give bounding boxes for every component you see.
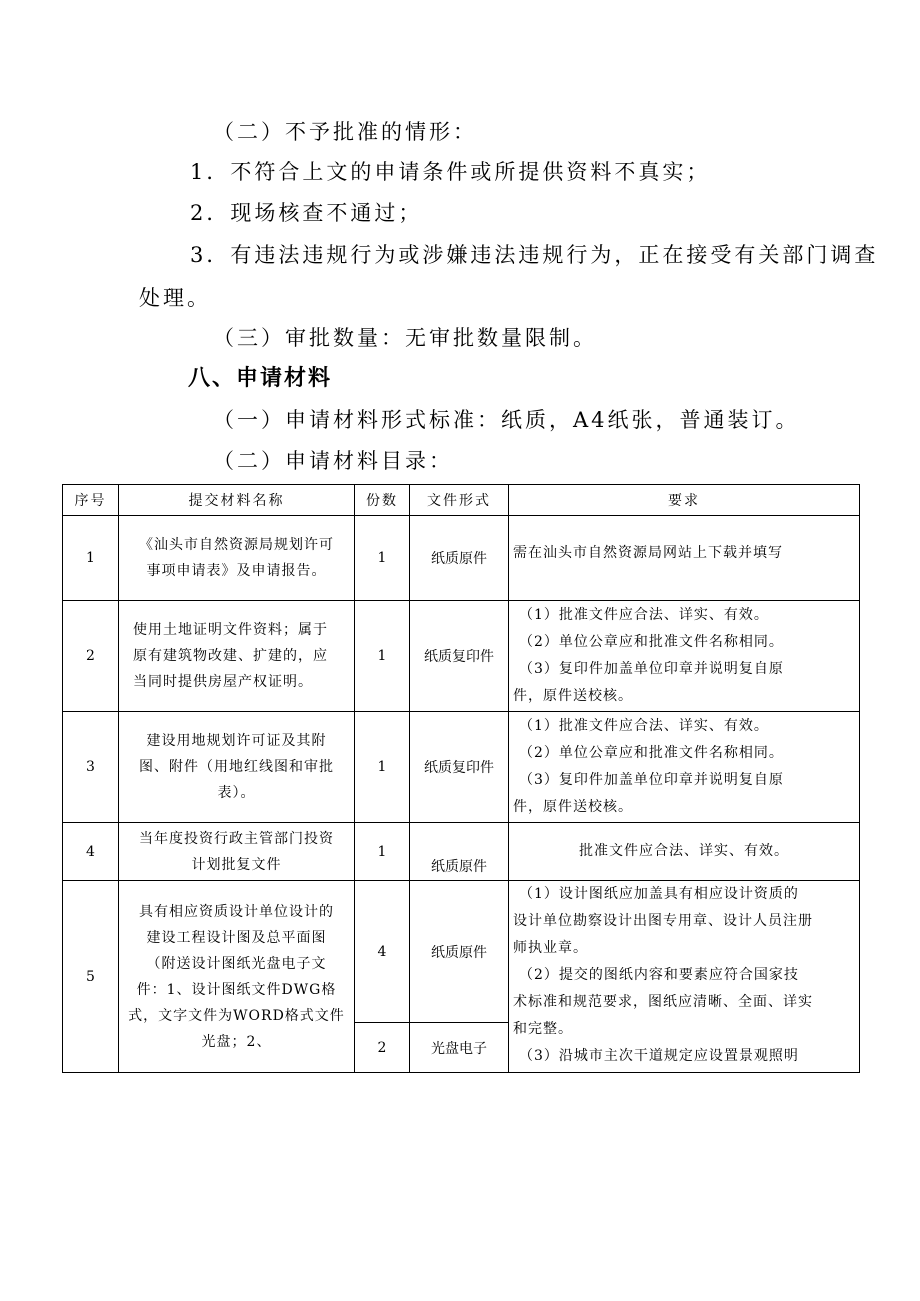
row-requirements: （1）批准文件应合法、详实、有效。 （2）单位公章应和批准文件名称相同。 （3）复印件加盖单位印章并说明复自原 件，原件送校核。 (509, 601, 860, 712)
table-row (63, 516, 860, 601)
paragraph-condition-3-cont: 处理。 (139, 286, 211, 310)
row-file-form-disc: 光盘电子 (410, 1023, 509, 1073)
row-copies: 4 (355, 881, 410, 1023)
header-file-form: 文件形式 (410, 485, 509, 516)
paragraph-not-approved-title: （二）不予批准的情形： (213, 120, 477, 144)
row-copies-disc: 2 (355, 1023, 410, 1073)
row-copies: 1 (355, 601, 410, 712)
table-row (63, 712, 860, 823)
row-requirements: （1）设计图纸应加盖具有相应设计资质的 设计单位勘察设计出图专用章、设计人员注册 师执业章。 （2）提交的图纸内容和要素应符合国家技 术标准和规范要求，图纸应清晰、全面、详实 和完整。 （3）沿城市主次干道规定应设置景观照明 (509, 881, 860, 1073)
row-copies: 1 (355, 516, 410, 601)
paragraph-condition-1: 1．不符合上文的申请条件或所提供资料不真实； (190, 160, 711, 184)
paragraph-condition-3: 3．有违法违规行为或涉嫌违法违规行为，正在接受有关部门调查 (190, 243, 879, 267)
section-heading-application-materials: 八、申请材料 (188, 366, 333, 391)
paragraph-approval-quantity: （三）审批数量：无审批数量限制。 (213, 326, 597, 350)
paragraph-material-format: （一）申请材料形式标准：纸质，A4纸张，普通装订。 (213, 408, 800, 432)
row-file-form: 纸质复印件 (410, 601, 509, 712)
header-material-name: 提交材料名称 (119, 485, 355, 516)
materials-table (62, 484, 860, 1073)
table-header-row (63, 485, 860, 516)
paragraph-condition-2: 2．现场核查不通过； (190, 201, 423, 225)
header-no: 序号 (63, 485, 119, 516)
row-requirements: （1）批准文件应合法、详实、有效。 （2）单位公章应和批准文件名称相同。 （3）复印件加盖单位印章并说明复自原 件，原件送校核。 (509, 712, 860, 823)
header-requirements: 要求 (509, 485, 860, 516)
row-material-name: 具有相应资质设计单位设计的 建设工程设计图及总平面图 （附送设计图纸光盘电子文 件：1、设计图纸文件DWG格 式，文字文件为WORD格式文件 光盘；2、 (119, 881, 355, 1073)
table-row (63, 881, 860, 1023)
row-material-name: 当年度投资行政主管部门投资 计划批复文件 (119, 823, 355, 881)
row-copies: 1 (355, 712, 410, 823)
row-file-form: 纸质原件 (410, 881, 509, 1023)
header-copies: 份数 (355, 485, 410, 516)
row-no: 3 (63, 712, 119, 823)
row-no: 5 (63, 881, 119, 1073)
row-file-form: 纸质原件 (410, 516, 509, 601)
row-no: 2 (63, 601, 119, 712)
row-copies: 1 (355, 823, 410, 881)
row-requirements: 需在汕头市自然资源局网站上下载并填写 (509, 516, 860, 601)
row-requirements: 批准文件应合法、详实、有效。 (509, 823, 860, 881)
row-no: 4 (63, 823, 119, 881)
table-row (63, 823, 860, 881)
row-file-form: 纸质原件 (410, 823, 509, 881)
row-material-name: 使用土地证明文件资料；属于 原有建筑物改建、扩建的，应 当同时提供房屋产权证明。 (119, 601, 355, 712)
row-file-form: 纸质复印件 (410, 712, 509, 823)
row-material-name: 建设用地规划许可证及其附 图、附件（用地红线图和审批 表）。 (119, 712, 355, 823)
paragraph-material-list-title: （二）申请材料目录： (213, 449, 453, 473)
row-no: 1 (63, 516, 119, 601)
row-material-name: 《汕头市自然资源局规划许可 事项申请表》及申请报告。 (119, 516, 355, 601)
table-row (63, 601, 860, 712)
